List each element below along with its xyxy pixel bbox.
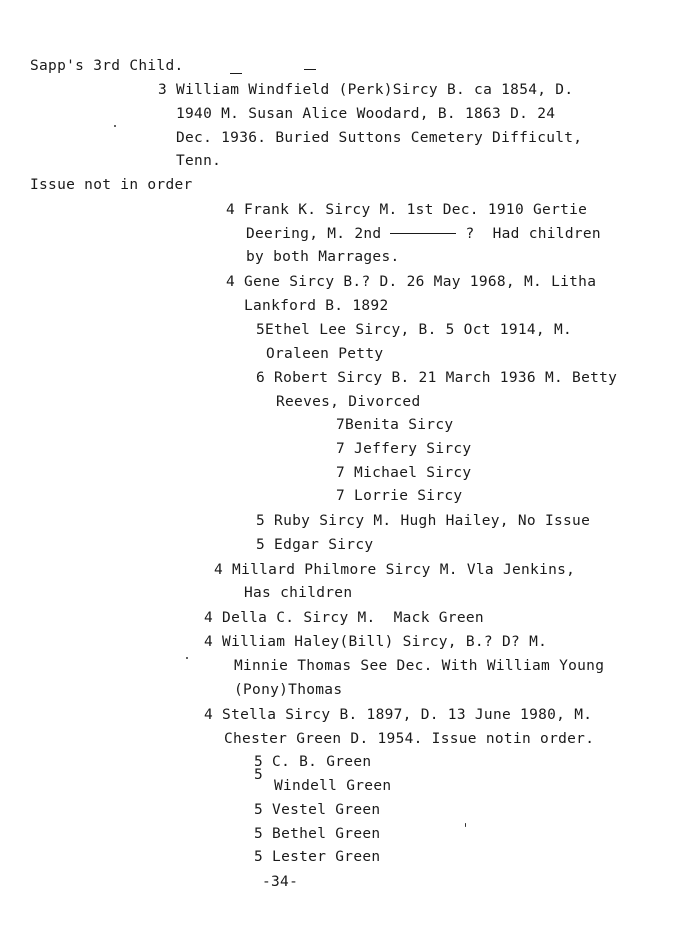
entry-line: (Pony)Thomas bbox=[234, 682, 343, 698]
page-number: -34- bbox=[262, 874, 299, 890]
entry-line: 5 Bethel Green bbox=[254, 826, 381, 842]
entry-line: 5Ethel Lee Sircy, B. 5 Oct 1914, M. bbox=[256, 322, 573, 338]
entry-line: 5 Vestel Green bbox=[254, 802, 381, 818]
entry-text: ? Had children bbox=[456, 226, 601, 242]
entry-line: Chester Green D. 1954. Issue notin order. bbox=[224, 731, 595, 747]
entry-line: 5 Edgar Sircy bbox=[256, 537, 374, 553]
entry-line: 7 Jeffery Sircy bbox=[336, 441, 472, 457]
entry-line: Lankford B. 1892 bbox=[244, 298, 389, 314]
stray-mark bbox=[465, 823, 466, 827]
entry-line: 4 Gene Sircy B.? D. 26 May 1968, M. Litha bbox=[226, 274, 597, 290]
entry-line: Reeves, Divorced bbox=[276, 394, 421, 410]
entry-line: 4 William Haley(Bill) Sircy, B.? D? M. bbox=[204, 634, 548, 650]
entry-line: 5 C. B. Green bbox=[254, 754, 372, 770]
entry-line bbox=[246, 225, 601, 243]
entry-line: 7 Lorrie Sircy bbox=[336, 488, 463, 504]
entry-line: 3 William Windfield (Perk)Sircy B. ca 1854, D. bbox=[158, 82, 574, 98]
entry-line: 4 Della C. Sircy M. Mack Green bbox=[204, 610, 484, 626]
stray-dot bbox=[186, 657, 188, 659]
issue-note: Issue not in order bbox=[30, 177, 193, 193]
entry-line: 7Benita Sircy bbox=[336, 417, 454, 433]
entry-line: Windell Green bbox=[274, 778, 392, 794]
generation-number: 5 bbox=[254, 767, 264, 783]
entry-line: 4 Frank K. Sircy M. 1st Dec. 1910 Gertie bbox=[226, 202, 588, 218]
stray-dot bbox=[114, 125, 116, 127]
entry-line: 4 Stella Sircy B. 1897, D. 13 June 1980, M. bbox=[204, 707, 593, 723]
blank-line bbox=[390, 233, 456, 234]
entry-line: 5 Lester Green bbox=[254, 849, 381, 865]
stray-mark bbox=[230, 73, 242, 74]
entry-line: 6 Robert Sircy B. 21 March 1936 M. Betty bbox=[256, 370, 618, 386]
entry-line: Tenn. bbox=[176, 153, 222, 169]
section-heading: Sapp's 3rd Child. bbox=[30, 58, 184, 74]
entry-line: Has children bbox=[244, 585, 353, 601]
entry-line: 4 Millard Philmore Sircy M. Vla Jenkins, bbox=[214, 562, 576, 578]
entry-line: Oraleen Petty bbox=[266, 346, 384, 362]
entry-line: 5 Ruby Sircy M. Hugh Hailey, No Issue bbox=[256, 513, 591, 529]
entry-line: Dec. 1936. Buried Suttons Cemetery Difficult, bbox=[176, 130, 583, 146]
entry-text: Deering, M. 2nd bbox=[246, 226, 391, 242]
entry-line: by both Marrages. bbox=[246, 249, 400, 265]
entry-line: 1940 M. Susan Alice Woodard, B. 1863 D. 24 bbox=[176, 106, 556, 122]
entry-line: Minnie Thomas See Dec. With William Young bbox=[234, 658, 605, 674]
entry-line: 7 Michael Sircy bbox=[336, 465, 472, 481]
stray-mark bbox=[304, 69, 316, 70]
